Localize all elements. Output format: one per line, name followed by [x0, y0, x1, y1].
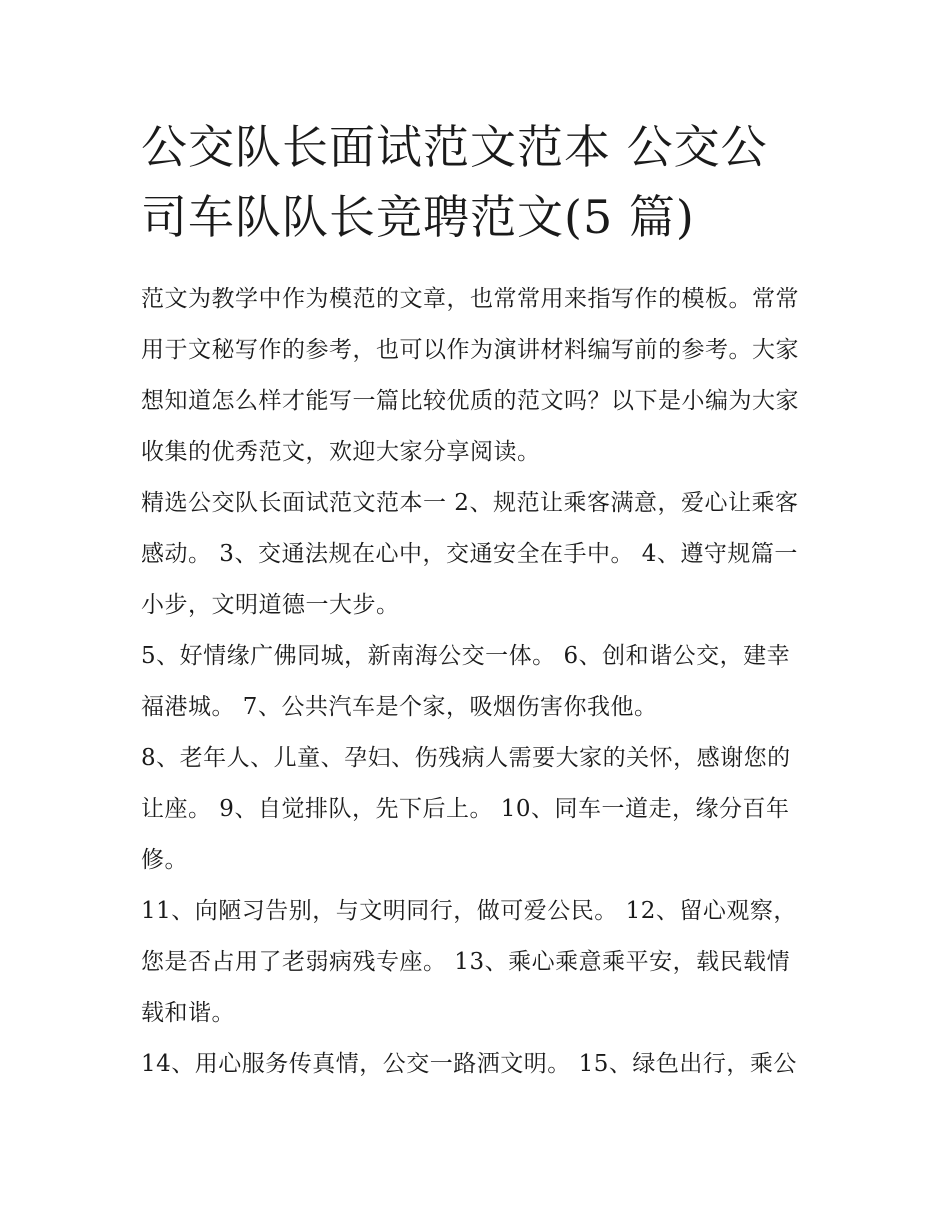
body-paragraph-3: 8、老年人、儿童、孕妇、伤残病人需要大家的关怀，感谢您的让座。 9、自觉排队，先下后上。 10、同车一道走，缘分百年修。: [141, 745, 791, 873]
intro-paragraph: 范文为教学中作为模范的文章，也常常用来指写作的模板。常常用于文秘写作的参考，也可以作为演讲材料编写前的参考。大家想知道怎么样才能写一篇比较优质的范文吗？以下是小编为大家收集的优秀范文，欢迎大家分享阅读。: [141, 286, 799, 465]
document-page: [141, 112, 813, 1090]
body-paragraph-1: 精选公交队长面试范文范本一 2、规范让乘客满意，爱心让乘客感动。 3、交通法规在心中，交通安全在手中。 4、遵守规篇一小步，文明道德一大步。: [141, 490, 799, 618]
document-title: 公交队长面试范文范本 公交公司车队队长竞聘范文(5 篇): [141, 120, 768, 244]
body-paragraph-2: 5、好情缘广佛同城，新南海公交一体。 6、创和谐公交，建幸福港城。 7、公共汽车是个家，吸烟伤害你我他。: [141, 643, 791, 720]
body-paragraph-5: 14、用心服务传真情，公交一路洒文明。 15、绿色出行，乘公: [141, 1051, 797, 1077]
body-paragraph-4: 11、向陋习告别，与文明同行，做可爱公民。 12、留心观察，您是否占用了老弱病残专座。 13、乘心乘意乘平安，载民载情载和谐。: [141, 898, 797, 1026]
